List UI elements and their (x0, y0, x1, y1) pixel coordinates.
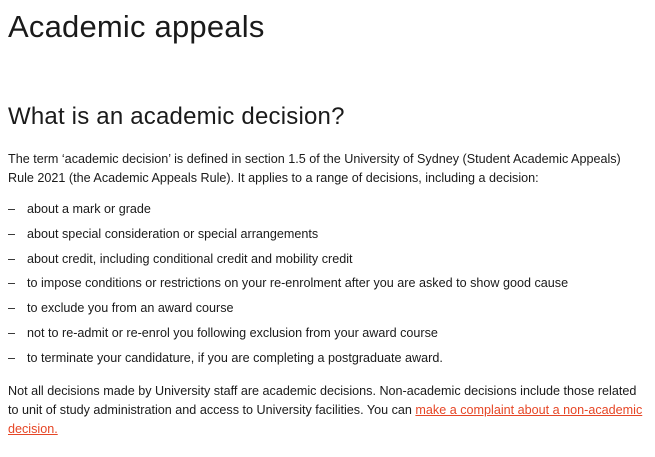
list-dash: – (8, 202, 16, 216)
section-heading: What is an academic decision? (8, 103, 345, 130)
list-item (8, 349, 648, 374)
list-dash: – (8, 276, 16, 291)
decision-list (8, 200, 648, 374)
list-item-text: not to re-admit or re-enrol you following exclusion from your award course (27, 325, 438, 340)
list-item (8, 299, 648, 324)
list-item-text: to exclude you from an award course (27, 301, 234, 316)
list-item-text: to impose conditions or restrictions on your re-enrolment after you are asked to show good cause (27, 276, 569, 291)
list-dash: – (8, 251, 16, 266)
list-item (8, 250, 648, 275)
list-item-text: about credit, including conditional credit and mobility credit (27, 251, 353, 266)
list-item (8, 274, 648, 299)
page-title: Academic appeals (8, 9, 265, 44)
list-item (8, 324, 648, 349)
list-item (8, 200, 648, 225)
intro-paragraph: The term ‘academic decision’ is defined in section 1.5 of the University of Sydney (Student Academic Appeals) Rule 2021 (the Academic Appeals Rule). It applies to a range of decisions, including a decision: (8, 152, 621, 185)
list-item-text: about a mark or grade (27, 202, 151, 216)
list-dash: – (8, 301, 16, 316)
list-dash: – (8, 350, 16, 365)
outro-text: Not all decisions made by University staff are academic decisions. Non-academic decisions include those related to unit of study administration and access to University facilities. You can (8, 384, 637, 417)
list-item-text: to terminate your candidature, if you are completing a postgraduate award. (27, 350, 443, 365)
outro-paragraph (8, 382, 648, 439)
list-item-text: about special consideration or special arrangements (27, 226, 319, 241)
list-item (8, 225, 648, 250)
complaint-link[interactable]: make a complaint about a non-academic decision. (8, 403, 643, 436)
list-dash: – (8, 325, 16, 340)
list-dash: – (8, 226, 16, 241)
